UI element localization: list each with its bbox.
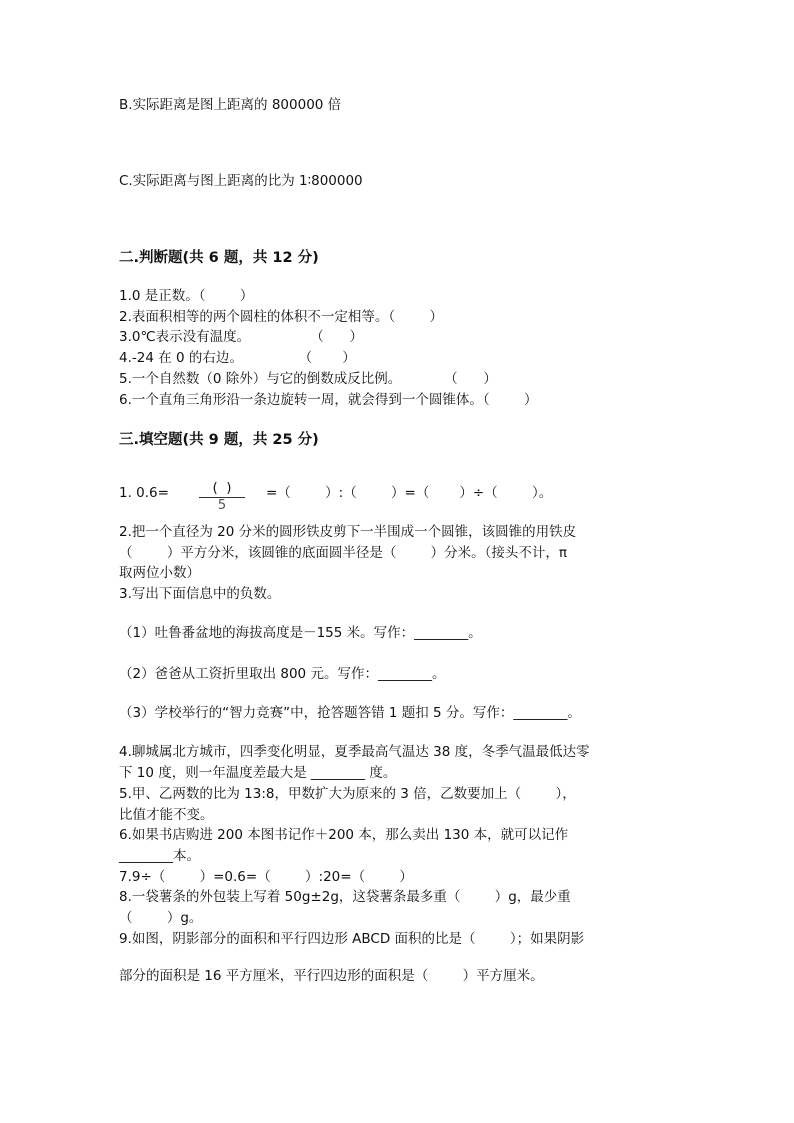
fill-q4-line-1: 4.聊城属北方城市，四季变化明显，夏季最高气温达 38 度，冬季气温最低达零 [119,744,590,760]
fraction-denominator: 5 [217,498,227,513]
judge-item-4: 4.-24 在 0 的右边。 （ ） [119,350,356,366]
fill-q9-line-1: 9.如图，阴影部分的面积和平行四边形 ABCD 面积的比是（ ）；如果阴影 [119,931,585,947]
fill-q8-line-2: （ ）g。 [119,910,203,926]
section-2-title: 二.判断题(共 6 题，共 12 分) [119,250,319,266]
fill-q2-line-3: 取两位小数） [119,565,200,581]
fill-q3-title: 3.写出下面信息中的负数。 [119,586,281,602]
fill-q1-prefix: 1. 0.6= [119,485,169,501]
judge-item-2: 2.表面积相等的两个圆柱的体积不一定相等。（ ） [119,309,443,325]
section-3-title: 三.填空题(共 9 题，共 25 分) [119,432,319,448]
fill-q5-line-1: 5.甲、乙两数的比为 13:8，甲数扩大为原来的 3 倍，乙数要加上（ ）， [119,786,576,802]
fill-q8-line-1: 8.一袋薯条的外包装上写着 50g±2g，这袋薯条最多重（ ）g，最少重 [119,889,571,905]
fill-q3-sub-1: （1）吐鲁番盆地的海拔高度是－155 米。写作：________。 [119,625,482,641]
fill-q5-line-2: 比值才能不变。 [119,807,214,823]
judge-item-3: 3.0℃表示没有温度。 （ ） [119,329,363,345]
fill-q3-sub-2: （2）爸爸从工资折里取出 800 元。写作：________。 [119,666,446,682]
fill-q3-sub-3: （3）学校举行的“智力竞赛”中，抢答题答错 1 题扣 5 分。写作：________。 [119,705,581,721]
fill-q9-line-2: 部分的面积是 16 平方厘米，平行四边形的面积是（ ）平方厘米。 [119,968,544,984]
judge-item-6: 6.一个直角三角形沿一条边旋转一周，就会得到一个圆锥体。（ ） [119,392,538,408]
option-c: C.实际距离与图上距离的比为 1∶800000 [119,173,363,189]
fill-q6-line-1: 6.如果书店购进 200 本图书记作＋200 本，那么卖出 130 本，就可以记作 [119,827,569,843]
fill-q2-line-1: 2.把一个直径为 20 分米的圆形铁皮剪下一半围成一个圆锥，该圆锥的用铁皮 [119,524,577,540]
judge-item-1: 1.0 是正数。（ ） [119,288,254,304]
fill-q2-line-2: （ ）平方分米，该圆锥的底面圆半径是（ ）分米。（接头不计，π [119,545,568,561]
fill-q6-line-2: ________本。 [119,848,200,864]
fill-q1-suffix: =（ ）:（ ）=（ ）÷（ ）。 [266,485,553,501]
fill-q7: 7.9÷（ ）=0.6=（ ）:20=（ ） [119,869,413,885]
fill-q4-line-2: 下 10 度，则一年温度差最大是 ________ 度。 [119,765,397,781]
option-b: B.实际距离是图上距离的 800000 倍 [119,97,342,113]
fraction-numerator: ( ) [212,480,232,496]
fraction [199,480,245,514]
judge-item-5: 5.一个自然数（0 除外）与它的倒数成反比例。 （ ） [119,371,497,387]
